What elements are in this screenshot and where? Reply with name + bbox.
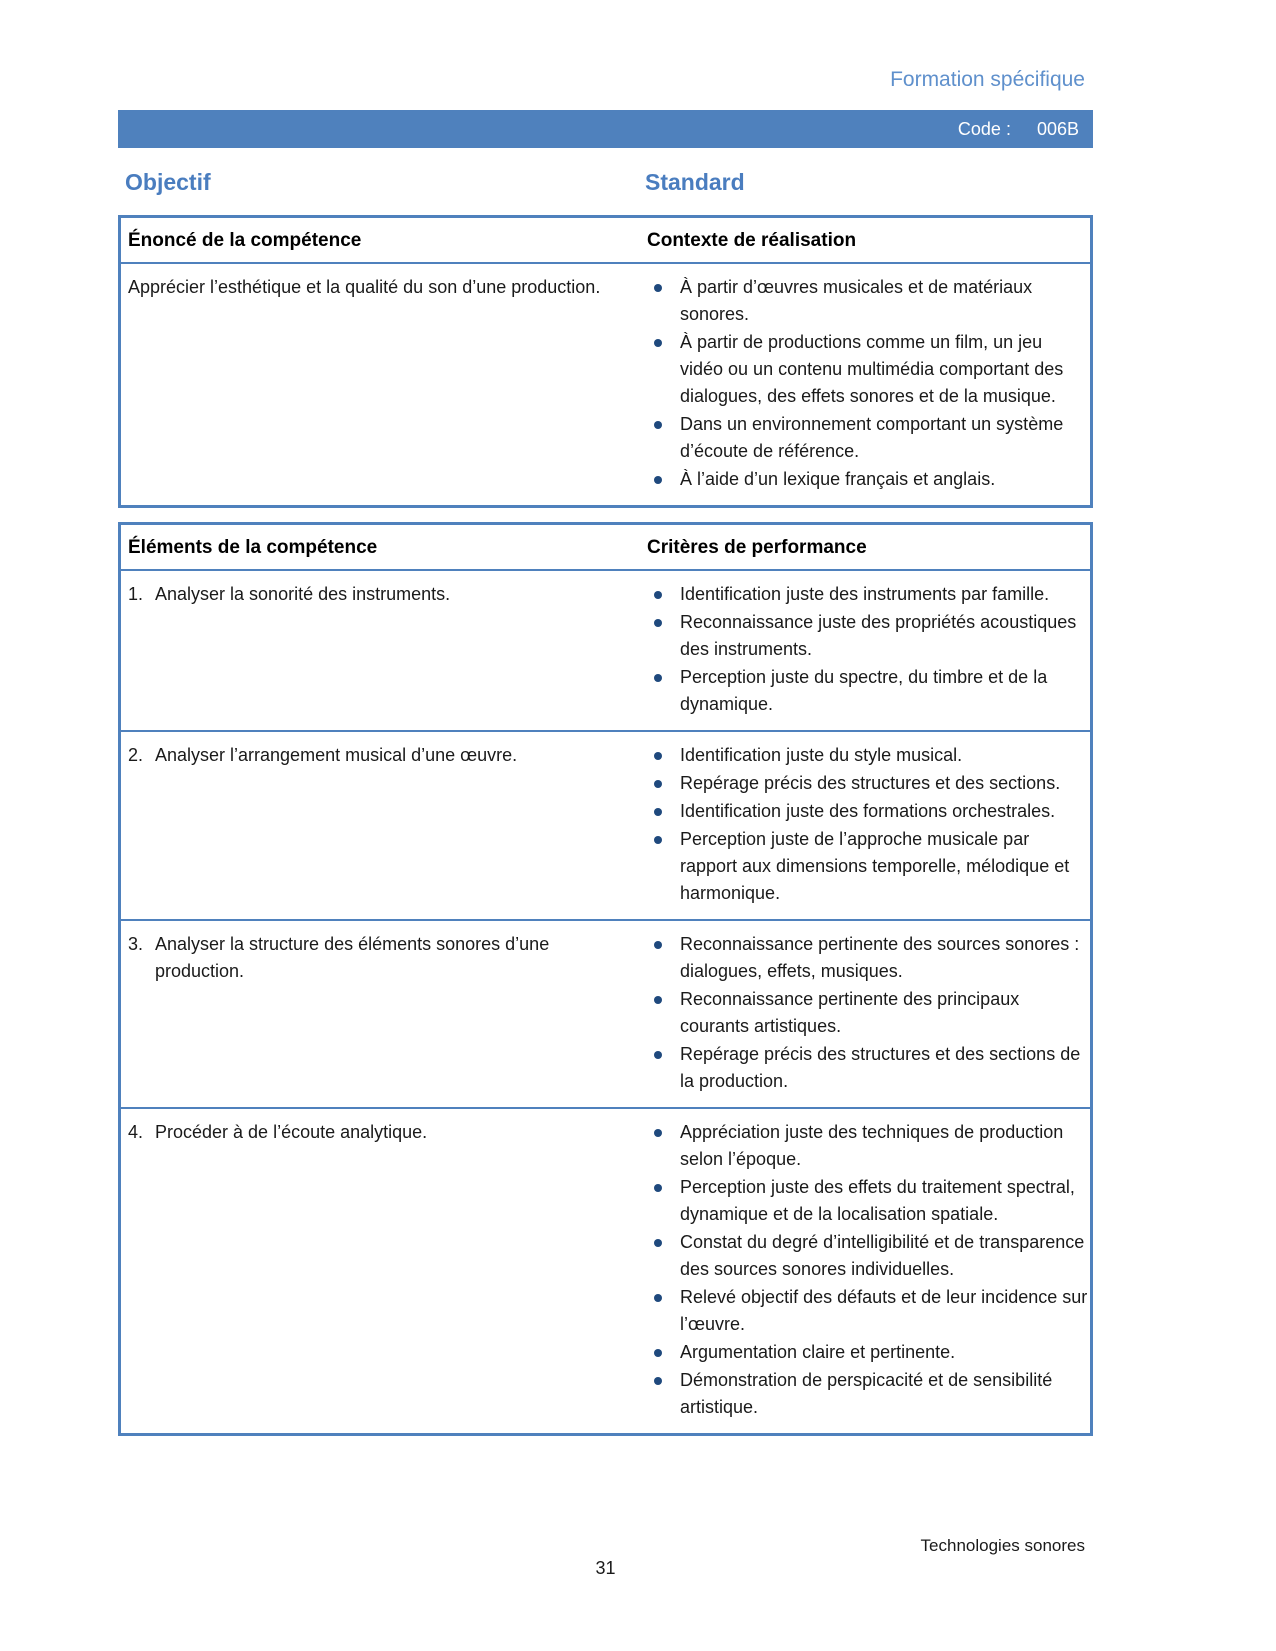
bullet-icon — [654, 836, 662, 844]
bullet-text: Perception juste de l’approche musicale par rapport aux dimensions temporelle, mélodique et harmonique. — [680, 829, 1070, 903]
bullet-icon — [654, 476, 662, 484]
bullet-list — [647, 581, 1088, 718]
left-column-header: Éléments de la compétence — [128, 537, 378, 558]
section-label: Formation spécifique — [890, 68, 1085, 91]
bullet-icon — [654, 1051, 662, 1059]
criteria-cell — [645, 1109, 1090, 1433]
code-value: 006B — [1036, 118, 1079, 139]
item-text: Procéder à de l’écoute analytique. — [155, 1122, 428, 1142]
bullet-text: Relevé objectif des défauts et de leur incidence sur l’œuvre. — [680, 1287, 1088, 1334]
bullet-text: À partir d’œuvres musicales et de matériaux sonores. — [680, 277, 1033, 324]
bullet-icon — [654, 674, 662, 682]
bullet-item — [647, 1041, 1088, 1095]
bullet-text: Identification juste des instruments par famille. — [680, 584, 1050, 604]
bullet-text: À l’aide d’un lexique français et anglais. — [680, 469, 996, 489]
objectif-heading: Objectif — [125, 169, 211, 195]
bullet-text: Appréciation juste des techniques de production selon l’époque. — [680, 1122, 1064, 1169]
numbered-item — [128, 742, 627, 769]
bullet-text: Reconnaissance pertinente des sources sonores : dialogues, effets, musiques. — [680, 934, 1080, 981]
bullet-item — [647, 1284, 1088, 1338]
bullet-list — [647, 274, 1088, 493]
element-cell — [121, 571, 645, 730]
bullet-item — [647, 742, 1088, 769]
bullet-item — [647, 664, 1088, 718]
bullet-text: Constat du degré d’intelligibilité et de transparence des sources sonores individuelles. — [680, 1232, 1085, 1279]
item-number: 1. — [128, 584, 144, 604]
item-text: Analyser la sonorité des instruments. — [155, 584, 451, 604]
element-cell — [121, 732, 645, 919]
bullet-item — [647, 1229, 1088, 1283]
bullet-item — [647, 581, 1088, 608]
bullet-item — [647, 329, 1088, 410]
bullet-text: Reconnaissance juste des propriétés acoustiques des instruments. — [680, 612, 1077, 659]
bullet-icon — [654, 1377, 662, 1385]
bullet-text: Perception juste des effets du traitement spectral, dynamique et de la localisation spatiale. — [680, 1177, 1075, 1224]
bullet-icon — [654, 1129, 662, 1137]
bullet-text: Reconnaissance pertinente des principaux courants artistiques. — [680, 989, 1020, 1036]
bullet-icon — [654, 808, 662, 816]
left-column-header: Énoncé de la compétence — [128, 230, 362, 251]
bullet-icon — [654, 941, 662, 949]
criteria-cell — [645, 921, 1090, 1107]
item-text: Apprécier l’esthétique et la qualité du son d’une production. — [128, 277, 601, 297]
table-row — [121, 569, 1090, 730]
item-text: Analyser l’arrangement musical d’une œuvre. — [155, 745, 518, 765]
bullet-text: Identification juste des formations orchestrales. — [680, 801, 1056, 821]
item-number: 2. — [128, 745, 144, 765]
bullet-text: Démonstration de perspicacité et de sensibilité artistique. — [680, 1370, 1053, 1417]
criteria-cell — [645, 264, 1090, 505]
numbered-item — [128, 931, 627, 985]
bullet-icon — [654, 1184, 662, 1192]
bullet-icon — [654, 591, 662, 599]
table-row — [121, 262, 1090, 505]
table-header-row — [121, 525, 1090, 569]
bullet-icon — [654, 619, 662, 627]
competence-context-table — [118, 215, 1093, 508]
right-column-header: Contexte de réalisation — [647, 230, 857, 251]
code-bar — [118, 110, 1093, 148]
bullet-text: Identification juste du style musical. — [680, 745, 963, 765]
standard-heading: Standard — [645, 169, 745, 195]
footer-program-name: Technologies sonores — [920, 1536, 1085, 1555]
bullet-text: Repérage précis des structures et des sections de la production. — [680, 1044, 1081, 1091]
elements-criteria-table — [118, 522, 1093, 1436]
criteria-cell — [645, 571, 1090, 730]
bullet-icon — [654, 1349, 662, 1357]
numbered-item — [128, 581, 627, 608]
code-label: Code : — [957, 118, 1011, 139]
item-number: 4. — [128, 1122, 144, 1142]
bullet-item — [647, 609, 1088, 663]
bullet-icon — [654, 752, 662, 760]
bullet-icon — [654, 421, 662, 429]
column-headings — [118, 169, 1093, 196]
bullet-item — [647, 411, 1088, 465]
bullet-item — [647, 1174, 1088, 1228]
bullet-item — [647, 274, 1088, 328]
bullet-icon — [654, 284, 662, 292]
bullet-item — [647, 931, 1088, 985]
element-cell — [121, 921, 645, 1107]
numbered-item — [128, 1119, 627, 1146]
bullet-icon — [654, 1239, 662, 1247]
bullet-list — [647, 742, 1088, 907]
table-header-row — [121, 218, 1090, 262]
bullet-item — [647, 466, 1088, 493]
bullet-item — [647, 1367, 1088, 1421]
bullet-list — [647, 931, 1088, 1095]
bullet-icon — [654, 780, 662, 788]
bullet-list — [647, 1119, 1088, 1421]
bullet-text: Perception juste du spectre, du timbre et de la dynamique. — [680, 667, 1048, 714]
page-number: 31 — [595, 1558, 616, 1578]
item-number: 3. — [128, 934, 144, 954]
table-row — [121, 730, 1090, 919]
bullet-text: Argumentation claire et pertinente. — [680, 1342, 956, 1362]
page-content — [118, 0, 1093, 1436]
element-cell — [121, 1109, 645, 1433]
item-text: Analyser la structure des éléments sonores d’une production. — [155, 934, 550, 981]
bullet-item — [647, 798, 1088, 825]
bullet-item — [647, 986, 1088, 1040]
table-row — [121, 1107, 1090, 1433]
bullet-text: Repérage précis des structures et des sections. — [680, 773, 1061, 793]
bullet-text: Dans un environnement comportant un système d’écoute de référence. — [680, 414, 1064, 461]
bullet-icon — [654, 996, 662, 1004]
bullet-item — [647, 770, 1088, 797]
bullet-text: À partir de productions comme un film, un jeu vidéo ou un contenu multimédia comportant des dialogues, des effets sonores et de la musique. — [680, 332, 1064, 406]
bullet-item — [647, 1339, 1088, 1366]
right-column-header: Critères de performance — [647, 537, 867, 558]
element-cell — [121, 264, 645, 505]
bullet-icon — [654, 1294, 662, 1302]
criteria-cell — [645, 732, 1090, 919]
bullet-icon — [654, 339, 662, 347]
bullet-item — [647, 1119, 1088, 1173]
table-row — [121, 919, 1090, 1107]
bullet-item — [647, 826, 1088, 907]
